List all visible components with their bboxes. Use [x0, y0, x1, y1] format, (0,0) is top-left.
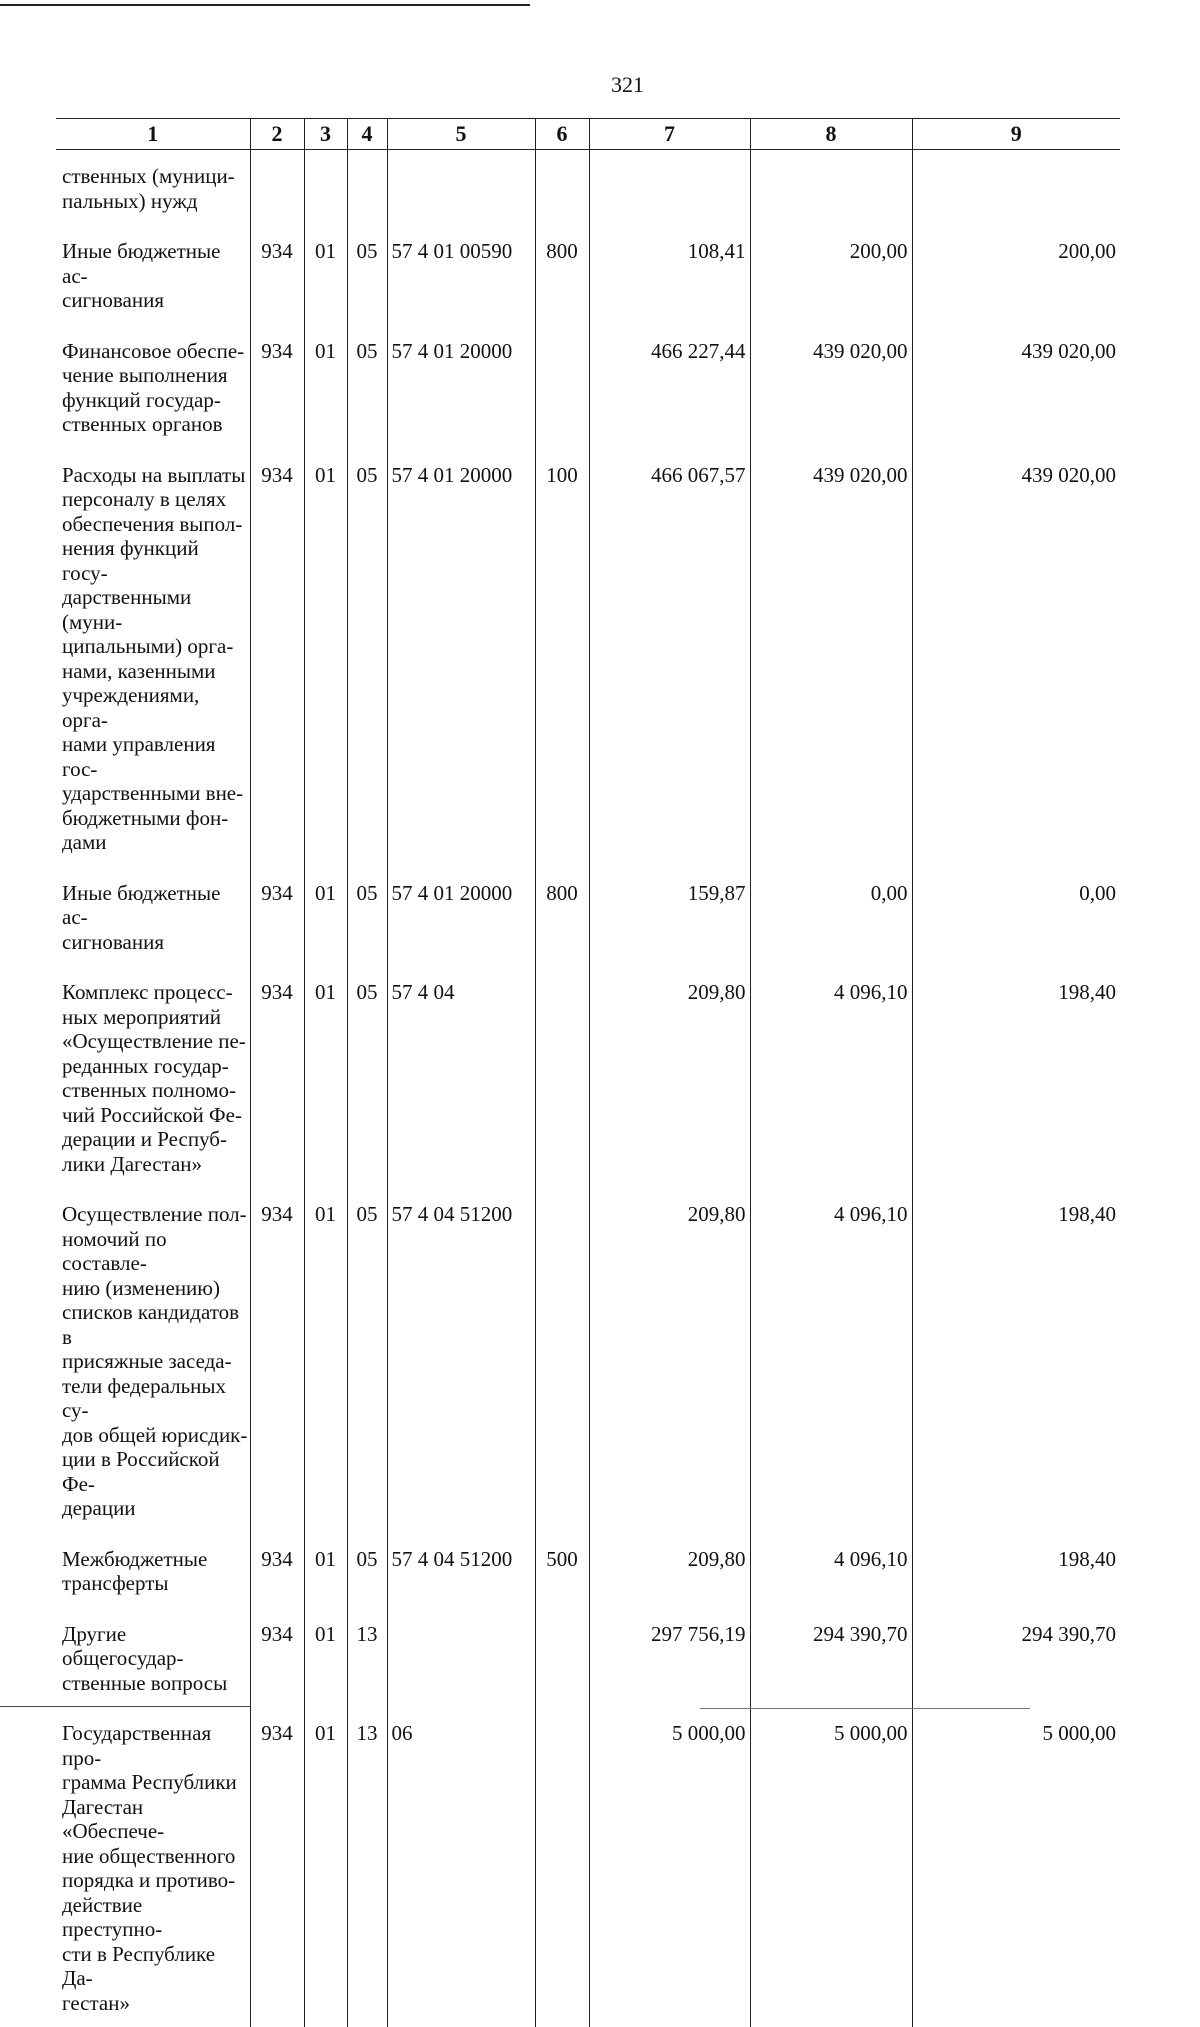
header-col-1: 1 [56, 119, 250, 150]
target-article-code: 57 4 01 20000 [387, 867, 535, 967]
ministry-code: 934 [250, 1533, 304, 1608]
amount-col-9: 0,00 [912, 867, 1120, 967]
table-row [56, 966, 1120, 1188]
ministry-code [250, 150, 304, 226]
ministry-code: 934 [250, 966, 304, 1188]
table-row [56, 225, 1120, 325]
subsection-code: 05 [347, 449, 387, 867]
bottom-edge-line [0, 1706, 250, 1707]
top-edge-line [0, 4, 530, 6]
section-code: 01 [304, 1608, 347, 1708]
subsection-code: 13 [347, 1707, 387, 2027]
section-code: 01 [304, 325, 347, 449]
section-code: 01 [304, 1188, 347, 1533]
amount-col-9: 439 020,00 [912, 449, 1120, 867]
expense-type-code [535, 150, 589, 226]
target-article-code: 57 4 04 51200 [387, 1533, 535, 1608]
header-row [56, 119, 1120, 150]
amount-col-9: 198,40 [912, 1533, 1120, 1608]
amount-col-9: 5 000,00 [912, 1707, 1120, 2027]
row-description: Финансовое обеспе- чение выполнения функций государ- ственных органов [56, 325, 250, 449]
amount-col-8: 200,00 [750, 225, 912, 325]
expense-type-code [535, 1608, 589, 1708]
amount-col-7: 209,80 [589, 966, 750, 1188]
section-code: 01 [304, 225, 347, 325]
table-row [56, 1707, 1120, 2027]
amount-col-9: 439 020,00 [912, 325, 1120, 449]
expense-type-code: 100 [535, 449, 589, 867]
expense-type-code: 800 [535, 225, 589, 325]
amount-col-7: 108,41 [589, 225, 750, 325]
amount-col-9 [912, 150, 1120, 226]
subsection-code [347, 150, 387, 226]
amount-col-7: 209,80 [589, 1533, 750, 1608]
section-code: 01 [304, 449, 347, 867]
subsection-code: 05 [347, 325, 387, 449]
budget-table [56, 118, 1120, 2027]
table-row [56, 150, 1120, 226]
target-article-code: 57 4 04 51200 [387, 1188, 535, 1533]
header-col-4: 4 [347, 119, 387, 150]
ministry-code: 934 [250, 867, 304, 967]
row-description: Осуществление пол- номочий по составле- нию (изменению) списков кандидатов в присяжные заседа- тели федеральных су- дов общей юрисдик- ции в Российской Фе- дерации [56, 1188, 250, 1533]
amount-col-7 [589, 150, 750, 226]
amount-col-8: 439 020,00 [750, 449, 912, 867]
row-description: Иные бюджетные ас- сигнования [56, 225, 250, 325]
row-description: Межбюджетные трансферты [56, 1533, 250, 1608]
target-article-code [387, 150, 535, 226]
target-article-code [387, 1608, 535, 1708]
ministry-code: 934 [250, 1188, 304, 1533]
header-col-2: 2 [250, 119, 304, 150]
amount-col-7: 297 756,19 [589, 1608, 750, 1708]
table-row [56, 867, 1120, 967]
row-description: ственных (муници- пальных) нужд [56, 150, 250, 226]
row-description: Расходы на выплаты персоналу в целях обеспечения выпол- нения функций госу- дарственными (муни- ципальными) орга- нами, казенными учреждениями, орга- нами управления гос- ударственными вне- бюджетными фон- дами [56, 449, 250, 867]
amount-col-8: 5 000,00 [750, 1707, 912, 2027]
subsection-code: 05 [347, 966, 387, 1188]
table-row [56, 325, 1120, 449]
target-article-code: 06 [387, 1707, 535, 2027]
amount-col-8: 4 096,10 [750, 1188, 912, 1533]
amount-col-8: 4 096,10 [750, 966, 912, 1188]
expense-type-code [535, 325, 589, 449]
table-row [56, 1608, 1120, 1708]
section-code [304, 150, 347, 226]
subsection-code: 05 [347, 1188, 387, 1533]
page-number: 321 [611, 72, 644, 97]
header-col-7: 7 [589, 119, 750, 150]
section-code: 01 [304, 1533, 347, 1608]
header-col-3: 3 [304, 119, 347, 150]
amount-col-9: 200,00 [912, 225, 1120, 325]
amount-col-8: 294 390,70 [750, 1608, 912, 1708]
amount-col-8: 4 096,10 [750, 1533, 912, 1608]
bottom-edge-line-right [700, 1708, 1030, 1709]
amount-col-9: 198,40 [912, 966, 1120, 1188]
amount-col-8: 0,00 [750, 867, 912, 967]
amount-col-8 [750, 150, 912, 226]
amount-col-9: 294 390,70 [912, 1608, 1120, 1708]
target-article-code: 57 4 01 20000 [387, 449, 535, 867]
expense-type-code [535, 1188, 589, 1533]
table-row [56, 449, 1120, 867]
header-col-8: 8 [750, 119, 912, 150]
subsection-code: 05 [347, 867, 387, 967]
expense-type-code: 800 [535, 867, 589, 967]
table-row [56, 1533, 1120, 1608]
amount-col-7: 5 000,00 [589, 1707, 750, 2027]
ministry-code: 934 [250, 325, 304, 449]
section-code: 01 [304, 867, 347, 967]
amount-col-7: 466 067,57 [589, 449, 750, 867]
amount-col-7: 466 227,44 [589, 325, 750, 449]
subsection-code: 13 [347, 1608, 387, 1708]
row-description: Комплекс процесс- ных мероприятий «Осуществление пе- реданных государ- ственных полномо- чий Российской Фе- дерации и Респуб- лики Дагестан» [56, 966, 250, 1188]
section-code: 01 [304, 966, 347, 1188]
subsection-code: 05 [347, 225, 387, 325]
ministry-code: 934 [250, 1707, 304, 2027]
target-article-code: 57 4 01 00590 [387, 225, 535, 325]
header-col-9: 9 [912, 119, 1120, 150]
ministry-code: 934 [250, 1608, 304, 1708]
expense-type-code [535, 1707, 589, 2027]
section-code: 01 [304, 1707, 347, 2027]
subsection-code: 05 [347, 1533, 387, 1608]
target-article-code: 57 4 04 [387, 966, 535, 1188]
target-article-code: 57 4 01 20000 [387, 325, 535, 449]
row-description: Государственная про- грамма Республики Дагестан «Обеспече- ние общественного порядка и противо- действие преступно- сти в Республике Да- гестан» [56, 1707, 250, 2027]
expense-type-code: 500 [535, 1533, 589, 1608]
amount-col-9: 198,40 [912, 1188, 1120, 1533]
amount-col-7: 209,80 [589, 1188, 750, 1533]
row-description: Иные бюджетные ас- сигнования [56, 867, 250, 967]
table-row [56, 1188, 1120, 1533]
amount-col-8: 439 020,00 [750, 325, 912, 449]
amount-col-7: 159,87 [589, 867, 750, 967]
row-description: Другие общегосудар- ственные вопросы [56, 1608, 250, 1708]
ministry-code: 934 [250, 449, 304, 867]
header-col-6: 6 [535, 119, 589, 150]
ministry-code: 934 [250, 225, 304, 325]
header-col-5: 5 [387, 119, 535, 150]
expense-type-code [535, 966, 589, 1188]
